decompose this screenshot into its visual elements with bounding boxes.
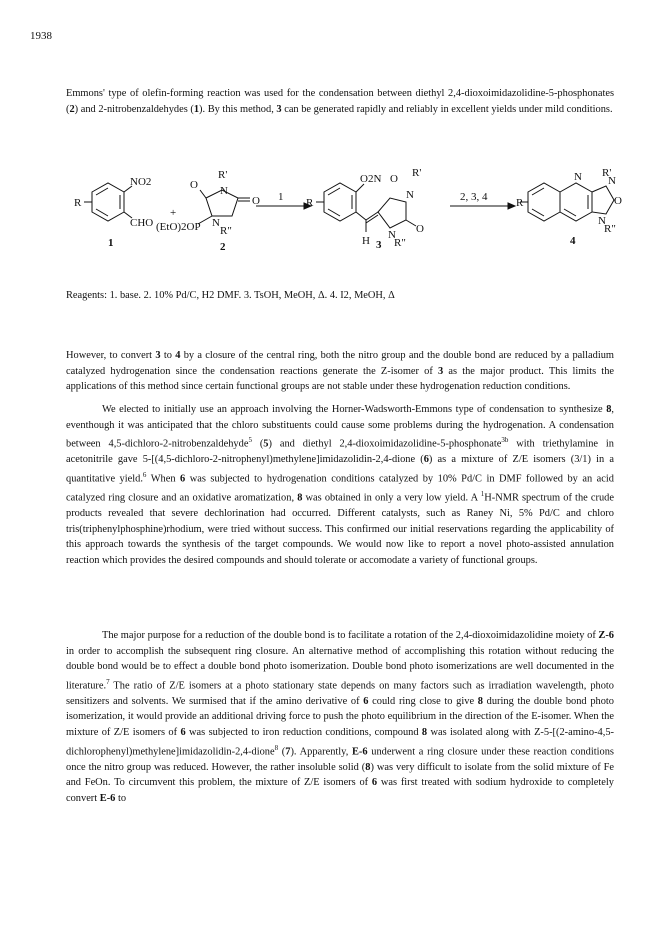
compound-ref: 3 bbox=[438, 365, 444, 377]
compound-ref: 8 bbox=[606, 404, 612, 415]
compound-2-R2: R" bbox=[220, 225, 232, 237]
compound-1-benzene-ring bbox=[92, 183, 124, 221]
compound-ref: 1 bbox=[193, 103, 200, 115]
text-run: with triethylamine in acetonitrile gave 5-[(4,5-dichloro-2-nitrophenyl)methylene]imidazolidin-2,4-dione ( bbox=[66, 438, 614, 466]
compound-3-N2: N bbox=[388, 229, 396, 241]
reference-superscript: 1 bbox=[480, 489, 485, 498]
text-run: was obtained in only a very low yield. A bbox=[302, 492, 481, 504]
compound-3-label: 3 bbox=[376, 239, 382, 251]
text-run: during the double bond photo isomerization, it would provide an additional driving force to push the photo equilibrium in the direction of the E-isomer. When the mixture of Z/E isomers of bbox=[66, 695, 614, 739]
compound-3-imidazolidine-ring bbox=[378, 198, 406, 228]
compound-ref: 3 bbox=[276, 103, 282, 115]
compound-3-benzene-ring bbox=[324, 183, 356, 221]
compound-ref: 8 bbox=[421, 727, 428, 739]
reference-superscript: 8 bbox=[274, 743, 279, 752]
text-run: could ring close to give bbox=[368, 695, 478, 707]
paragraph-4 bbox=[66, 628, 614, 806]
text-run: We elected to initially use an approach involving the Horner-Wadsworth-Emmons type of condensation to synthesize bbox=[102, 404, 607, 415]
compound-ref: E-6 bbox=[99, 792, 116, 804]
compound-ref: 5 bbox=[263, 438, 269, 450]
text-run: ) and 2-nitrobenzaldehydes ( bbox=[74, 103, 194, 115]
compound-2-O2: O bbox=[252, 195, 260, 207]
paragraph-2 bbox=[66, 348, 614, 395]
compound-2-R1: R' bbox=[218, 169, 228, 181]
compound-ref: 8 bbox=[297, 492, 303, 504]
arrow-1-step: 1 bbox=[278, 191, 284, 203]
compound-3-R: R bbox=[306, 197, 314, 209]
text-run: ) as a mixture of Z/E isomers (3/1) in a quantitative yield. bbox=[66, 454, 614, 485]
compound-ref: 7 bbox=[285, 746, 291, 758]
text-run: by a closure of the central ring, both the nitro group and the double bond are reduced by a palladium catalyzed hydrogenation since the condensation reactions generate the Z-isomer of bbox=[66, 350, 614, 377]
paragraph-3 bbox=[66, 402, 614, 568]
reference-superscript: 6 bbox=[142, 470, 147, 479]
compound-ref: E-6 bbox=[351, 746, 368, 758]
compound-2-phosphonate: (EtO)2OP bbox=[156, 221, 201, 233]
text-run: as the major product. This limits the applications of this method since certain functional groups are not stable under these hydrogenation reduction conditions. bbox=[66, 365, 615, 393]
compound-ref: 8 bbox=[477, 695, 483, 707]
text-run: ). By this method, bbox=[199, 103, 277, 115]
compound-3-H: H bbox=[362, 235, 370, 247]
compound-4-N2: N bbox=[608, 175, 616, 187]
reaction-scheme bbox=[60, 168, 620, 278]
text-run: was isolated along with Z-5-[(2-amino-4,5-dichlorophenyl)methylene]imidazolidin-2,4-dione bbox=[66, 727, 614, 758]
compound-4-R1: R' bbox=[602, 167, 612, 179]
compound-3-N1: N bbox=[406, 189, 414, 201]
reagents-line: Reagents: 1. base. 2. 10% Pd/C, H2 DMF. 3. TsOH, MeOH, Δ. 4. I2, MeOH, Δ bbox=[66, 290, 395, 301]
text-run: Emmons' type of olefin-forming reaction was used for the condensation between diethyl 2,4-dioxoimidazolidine-5-phosphonates ( bbox=[66, 88, 614, 115]
compound-2-label: 2 bbox=[220, 241, 226, 253]
page-number: 1938 bbox=[30, 30, 52, 42]
compound-3-nitro: O2N bbox=[360, 173, 382, 185]
compound-ref: Z-6 bbox=[598, 630, 614, 641]
compound-4-pyridine-ring bbox=[560, 183, 592, 221]
text-run: ). Apparently, bbox=[290, 746, 352, 758]
compound-ref: 6 bbox=[423, 454, 429, 466]
compound-ref: 8 bbox=[365, 761, 371, 773]
compound-1-nitro-group: NO2 bbox=[130, 176, 152, 188]
text-run: However, to convert bbox=[66, 350, 156, 361]
text-run: ) was very difficult to isolate from the solid mixture of Fe and FeOn. To circumvent this problem, the mixture of Z/E isomers of bbox=[66, 761, 614, 789]
text-run: was first treated with sodium hydroxide to completely convert bbox=[66, 777, 614, 804]
compound-4-R: R bbox=[516, 197, 524, 209]
text-run: ) and diethyl 2,4-dioxoimidazolidine-5-phosphonate bbox=[268, 438, 502, 450]
text-run: ( bbox=[251, 438, 264, 450]
compound-ref: 3 bbox=[155, 350, 161, 361]
compound-3-R1: R' bbox=[412, 167, 422, 179]
text-run: was subjected to hydrogenation conditions catalyzed by 10% Pd/C in DMF followed by an acid catalyzed ring closure and an oxidative aromatization, bbox=[66, 473, 614, 504]
compound-ref: 6 bbox=[180, 727, 186, 739]
arrow-2-steps: 2, 3, 4 bbox=[460, 191, 488, 203]
reference-superscript: 5 bbox=[248, 436, 252, 445]
reference-superscript: 7 bbox=[106, 677, 110, 686]
compound-ref: 6 bbox=[180, 473, 186, 485]
text-run: underwent a ring closure under these reaction conditions once the nitro group was reduced. However, the rather insoluble solid ( bbox=[66, 746, 614, 773]
compound-ref: 6 bbox=[371, 777, 378, 789]
compound-3-O2: O bbox=[416, 223, 424, 235]
compound-1-R: R bbox=[74, 197, 82, 209]
compound-4-imidazolone-ring bbox=[592, 186, 614, 214]
compound-3-O: O bbox=[390, 173, 398, 185]
compound-4-O: O bbox=[614, 195, 622, 207]
compound-2-N2: N bbox=[212, 217, 220, 229]
text-run: was subjected to iron reduction conditions, compound bbox=[185, 727, 422, 739]
compound-ref: 2 bbox=[69, 103, 75, 115]
intro-paragraph bbox=[66, 86, 614, 117]
compound-2-carbonyl-O: O bbox=[190, 179, 198, 191]
compound-ref: 6 bbox=[363, 695, 369, 707]
text-run: in order to accomplish the subsequent ring closure. An alternative method of accomplishing this rotation without reducing the double bond would be to effect a double bond photo isomerization. Double bond photo isomerizations are well documented in the literature. bbox=[66, 645, 614, 692]
compound-4-R2: R" bbox=[604, 223, 616, 235]
compound-2-N1: N bbox=[220, 185, 228, 197]
text-run: When bbox=[146, 473, 181, 485]
text-run: , eventhough it was anticipated that the chloro substituents could cause some problems during the hydrogenation. A condensation between 4,5-dichloro-2-nitrobenzaldehyde bbox=[66, 404, 614, 450]
compound-ref: 4 bbox=[175, 350, 181, 361]
text-run: The major purpose for a reduction of the double bond is to facilitate a rotation of the 2,4-dioxoimidazolidine moiety of bbox=[102, 630, 599, 641]
reference-superscript: 3b bbox=[501, 436, 509, 445]
compound-4-benzene-ring bbox=[528, 183, 560, 221]
reaction-scheme-drawing bbox=[60, 168, 620, 278]
text-run: to bbox=[160, 350, 176, 361]
text-run: The ratio of Z/E isomers at a photo stationary state depends on many factors such as irradiation wavelength, photo sensitizers and solvents. We surmised that if the amino derivative of bbox=[66, 680, 614, 707]
compound-1-aldehyde: CHO bbox=[130, 217, 154, 229]
text-run: H-NMR spectrum of the crude products revealed that severe dechlorination had occurred. Different catalysts, such as Raney Ni, 5% Pd/C and chloro tris(triphenylphosphine)rhodium, were tried without success. This confirmed our initial reservations regarding the applicability of this approach towards the synthesis of the target compounds. We would now like to report a novel photo-assisted annulation reaction which provides the desired compounds and should tolerate or accomodate a variety of functional groups. bbox=[66, 492, 614, 566]
compound-1-label: 1 bbox=[108, 237, 114, 249]
compound-4-N3: N bbox=[598, 215, 606, 227]
text-run: ( bbox=[278, 746, 286, 758]
compound-4-N1: N bbox=[574, 171, 582, 183]
compound-3-R2: R" bbox=[394, 237, 406, 249]
compound-4-label: 4 bbox=[570, 235, 576, 247]
text-run: to bbox=[115, 792, 127, 804]
text-run: can be generated rapidly and reliably in excellent yields under mild conditions. bbox=[281, 103, 613, 115]
plus-sign: + bbox=[170, 207, 177, 219]
